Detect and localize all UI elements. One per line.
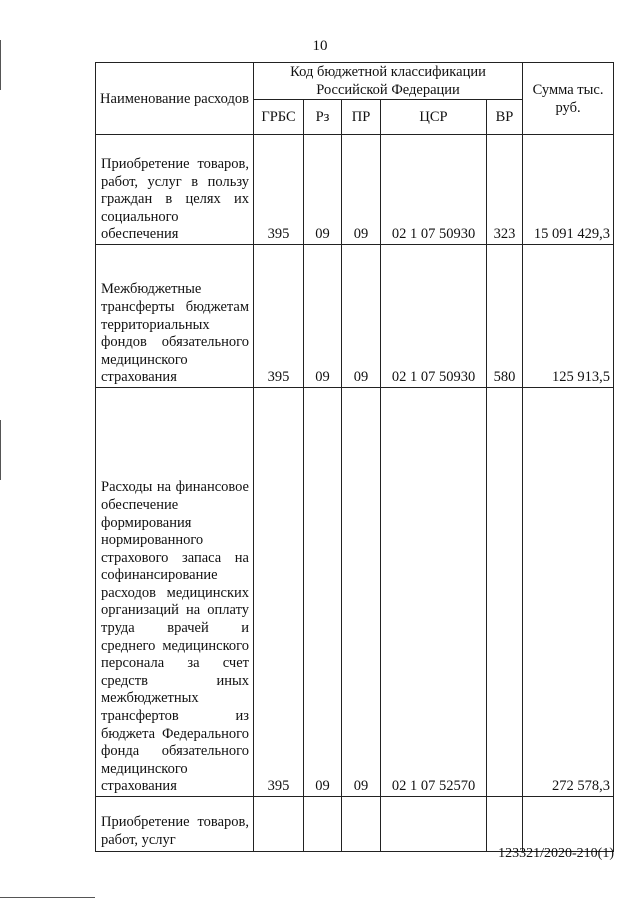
row-rz: 09: [304, 245, 342, 388]
row-sum: 15 091 429,3: [523, 135, 614, 245]
header-row-1: [96, 63, 614, 100]
page-number: 10: [312, 38, 328, 54]
header-vr: ВР: [487, 100, 523, 135]
row-vr: [487, 797, 523, 852]
table-row: [96, 245, 614, 388]
header-pr: ПР: [342, 100, 381, 135]
row-sum: 125 913,5: [523, 245, 614, 388]
row-sum: [523, 797, 614, 852]
scan-edge-mark: [0, 420, 1, 480]
row-name: Межбюджетные трансферты бюджетам территориальных фондов обязательного медицинского страхования: [96, 245, 254, 388]
row-grbs: 395: [254, 388, 304, 797]
header-sum: Сумма тыс. руб.: [523, 63, 614, 135]
row-grbs: [254, 797, 304, 852]
row-csr: 02 1 07 50930: [381, 245, 487, 388]
scan-bottom-line: [0, 897, 95, 898]
header-rz: Рз: [304, 100, 342, 135]
scan-edge-mark: [0, 40, 1, 90]
row-csr: [381, 797, 487, 852]
row-vr: [487, 388, 523, 797]
row-sum: 272 578,3: [523, 388, 614, 797]
row-rz: 09: [304, 388, 342, 797]
row-name: Расходы на финансовое обеспечение формирования нормированного страхового запаса на софинансирование расходов медицинских организаций на оплату труда врачей и среднего медицинского персонала за счет средств иных межбюджетных трансфертов из бюджета Федерального фонда обязательного медицинского страхования: [96, 388, 254, 797]
header-grbs: ГРБС: [254, 100, 304, 135]
row-pr: 09: [342, 245, 381, 388]
row-csr: 02 1 07 50930: [381, 135, 487, 245]
row-pr: 09: [342, 135, 381, 245]
budget-table: [95, 62, 614, 852]
row-rz: [304, 797, 342, 852]
table-row: [96, 797, 614, 852]
header-name: Наименование расходов: [96, 63, 254, 135]
header-code-group: Код бюджетной классификации Российской Федерации: [254, 63, 523, 100]
row-rz: 09: [304, 135, 342, 245]
row-vr: 580: [487, 245, 523, 388]
row-csr: 02 1 07 52570: [381, 388, 487, 797]
row-name: Приобретение товаров, работ, услуг в пользу граждан в целях их социального обеспечения: [96, 135, 254, 245]
row-name: Приобретение товаров, работ, услуг: [96, 797, 254, 852]
row-pr: 09: [342, 388, 381, 797]
table-row: [96, 388, 614, 797]
header-csr: ЦСР: [381, 100, 487, 135]
document-code: 123321/2020-210(1): [498, 846, 614, 861]
row-grbs: 395: [254, 245, 304, 388]
row-vr: 323: [487, 135, 523, 245]
row-pr: [342, 797, 381, 852]
table-row: [96, 135, 614, 245]
row-grbs: 395: [254, 135, 304, 245]
